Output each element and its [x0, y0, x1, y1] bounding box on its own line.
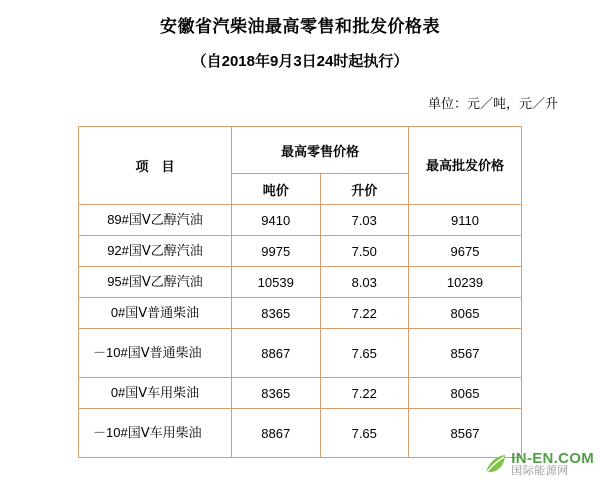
row-retail-ton: 8365	[232, 298, 321, 329]
page-subtitle: （自2018年9月3日24时起执行）	[191, 53, 409, 70]
document-page	[0, 12, 600, 482]
watermark-english: IN-EN.COM	[511, 449, 594, 467]
table-row	[79, 378, 522, 409]
row-name: －10#国Ⅴ车用柴油	[79, 409, 232, 458]
row-retail-liter: 7.22	[320, 378, 409, 409]
row-retail-ton: 9975	[232, 236, 321, 267]
row-retail-ton: 8867	[232, 329, 321, 378]
row-name: 95#国Ⅴ乙醇汽油	[79, 267, 232, 298]
table-header-row-1	[79, 127, 522, 174]
row-wholesale-ton: 8567	[409, 409, 522, 458]
header-retail-ton: 吨价	[232, 174, 321, 205]
row-retail-liter: 7.03	[320, 205, 409, 236]
row-wholesale-ton: 10239	[409, 267, 522, 298]
row-retail-liter: 7.22	[320, 298, 409, 329]
row-retail-liter: 8.03	[320, 267, 409, 298]
header-retail-group: 最高零售价格	[232, 127, 409, 174]
row-name: 89#国Ⅴ乙醇汽油	[79, 205, 232, 236]
header-retail-liter: 升价	[320, 174, 409, 205]
watermark	[482, 451, 594, 478]
row-retail-ton: 8365	[232, 378, 321, 409]
row-name: 92#国Ⅴ乙醇汽油	[79, 236, 232, 267]
page-title: 安徽省汽柴油最高零售和批发价格表	[160, 17, 440, 36]
row-wholesale-ton: 8065	[409, 378, 522, 409]
row-name: 0#国Ⅴ车用柴油	[79, 378, 232, 409]
price-table	[78, 126, 522, 458]
row-retail-ton: 9410	[232, 205, 321, 236]
table-row	[79, 205, 522, 236]
row-wholesale-ton: 9110	[409, 205, 522, 236]
leaf-icon	[482, 451, 508, 477]
row-retail-ton: 8867	[232, 409, 321, 458]
row-wholesale-ton: 8065	[409, 298, 522, 329]
row-wholesale-ton: 9675	[409, 236, 522, 267]
row-retail-liter: 7.50	[320, 236, 409, 267]
row-wholesale-ton: 8567	[409, 329, 522, 378]
row-retail-liter: 7.65	[320, 409, 409, 458]
watermark-text	[511, 451, 594, 478]
row-retail-ton: 10539	[232, 267, 321, 298]
row-name: 0#国Ⅴ普通柴油	[79, 298, 232, 329]
table-row	[79, 409, 522, 458]
watermark-chinese: 国际能源网	[511, 465, 569, 478]
table-row	[79, 267, 522, 298]
table-row	[79, 298, 522, 329]
row-name: －10#国Ⅴ普通柴油	[79, 329, 232, 378]
table-row	[79, 236, 522, 267]
row-retail-liter: 7.65	[320, 329, 409, 378]
header-item: 项 目	[79, 127, 232, 205]
table-row	[79, 329, 522, 378]
header-wholesale-group: 最高批发价格	[409, 127, 522, 205]
unit-note: 单位：元／吨，元／升	[427, 96, 558, 111]
